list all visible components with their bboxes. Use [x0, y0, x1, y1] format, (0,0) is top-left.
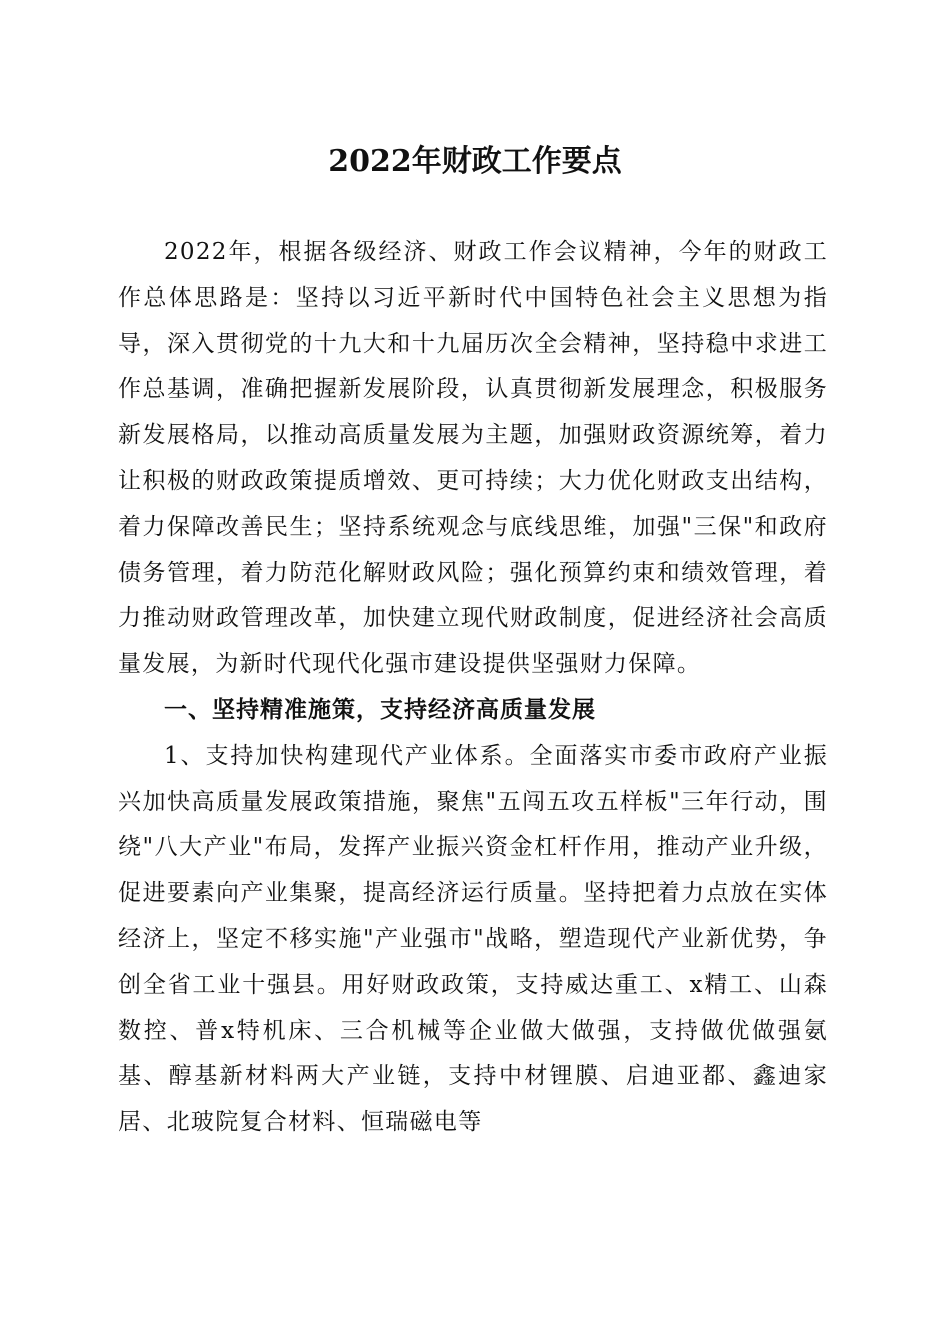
item-paragraph-1: 1、支持加快构建现代产业体系。全面落实市委市政府产业振兴加快高质量发展政策措施，聚焦"五闯五攻五样板"三年行动，围绕"八大产业"布局，发挥产业振兴资金杠杆作用，推动产业升级，促进要素向产业集聚，提高经济运行质量。坚持把着力点放在实体经济上，坚定不移实施"产业强市"战略，塑造现代产业新优势，争创全省工业十强县。用好财政政策，支持威达重工、x精工、山森数控、普x特机床、三合机械等企业做大做强，支持做优做强氨基、醇基新材料两大产业链，支持中材锂膜、启迪亚都、鑫迪家居、北玻院复合材料、恒瑞磁电等	[118, 742, 828, 1136]
section-heading-1: 一、坚持精准施策，支持经济高质量发展	[164, 696, 596, 723]
document-body	[118, 230, 828, 1146]
document-title: 2022年财政工作要点	[328, 144, 622, 179]
intro-paragraph: 2022年，根据各级经济、财政工作会议精神，今年的财政工作总体思路是：坚持以习近平新时代中国特色社会主义思想为指导，深入贯彻党的十九大和十九届历次全会精神，坚持稳中求进工作总基调，准确把握新发展阶段，认真贯彻新发展理念，积极服务新发展格局，以推动高质量发展为主题，加强财政资源统筹，着力让积极的财政政策提质增效、更可持续；大力优化财政支出结构，着力保障改善民生；坚持系统观念与底线思维，加强"三保"和政府债务管理，着力防范化解财政风险；强化预算约束和绩效管理，着力推动财政管理改革，加快建立现代财政制度，促进经济社会高质量发展，为新时代现代化强市建设提供坚强财力保障。	[118, 239, 828, 678]
